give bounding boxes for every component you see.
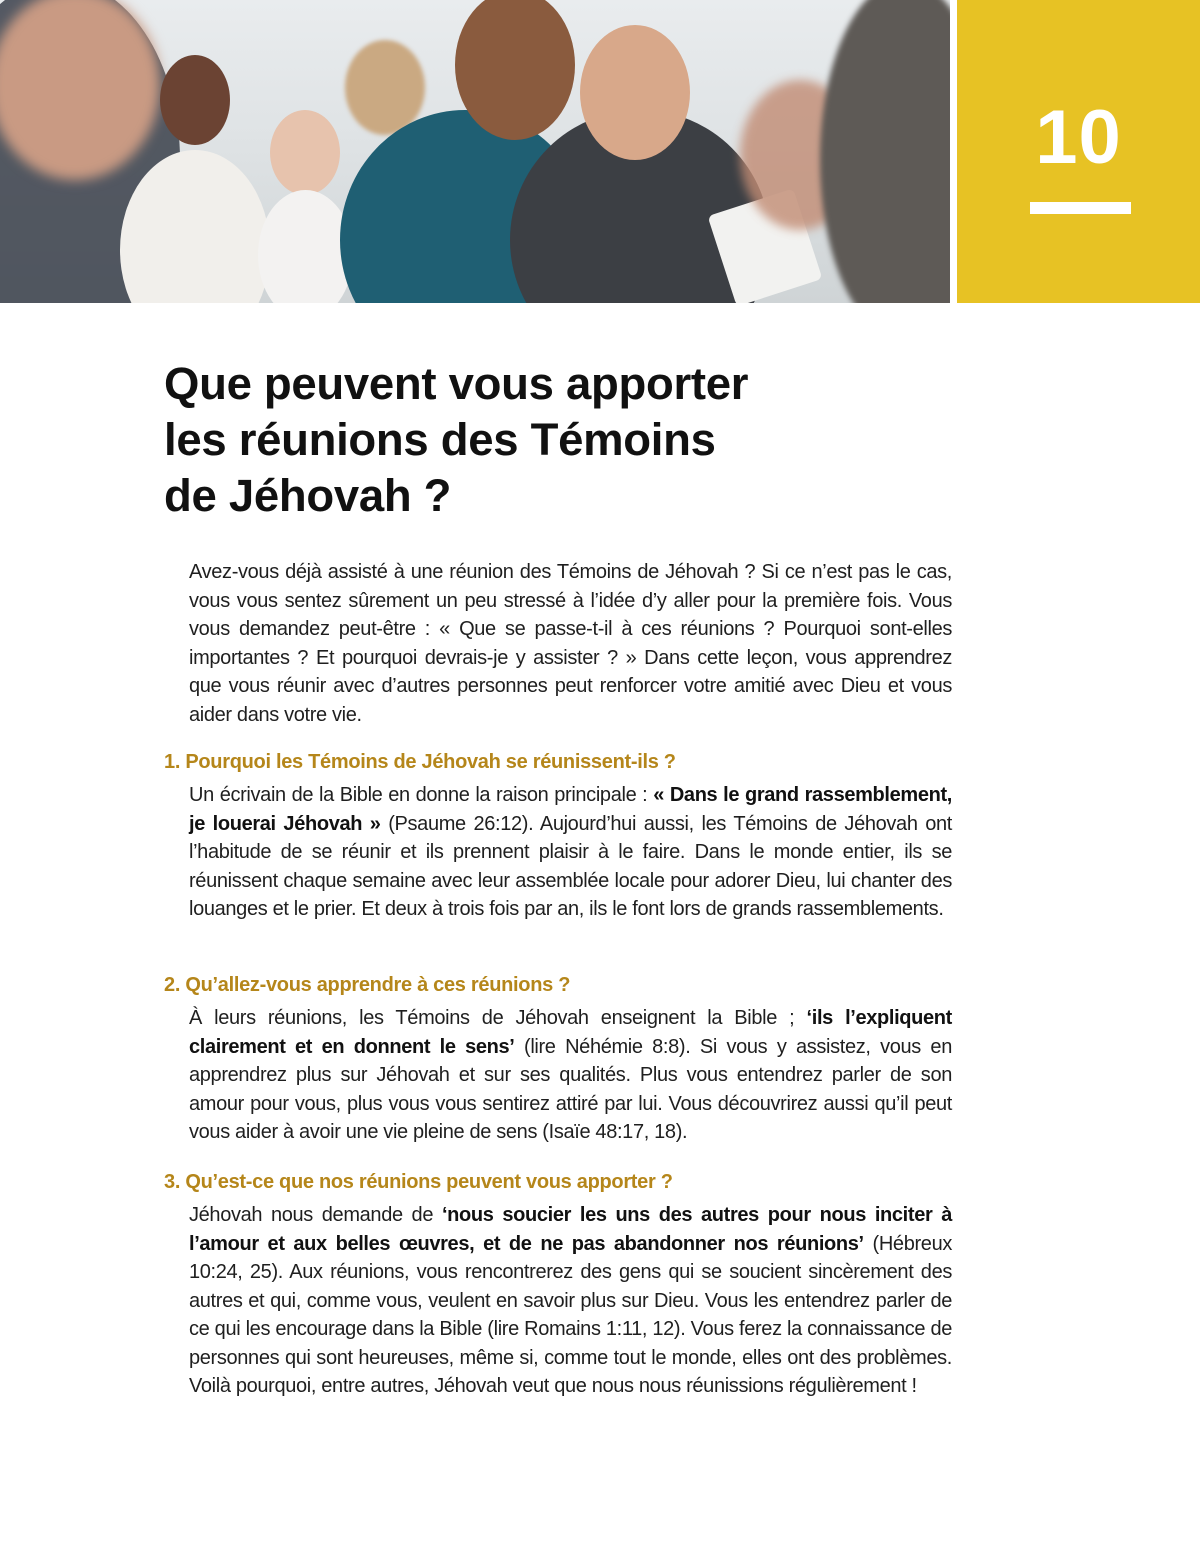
- lesson-underline: [1030, 202, 1131, 214]
- section-text: [189, 781, 952, 924]
- section-text: [189, 1201, 952, 1401]
- section-1: [164, 749, 954, 924]
- text-run: (Psaume 26:12). Aujourd’hui aussi, les Témoins de Jéhovah ont l’habitude de se réunir et ils prennent plaisir à le faire. Dans le monde entier, ils se réunissent chaque semaine avec leur assemblée locale pour adorer Dieu, lui chanter des louanges et le prier. Et deux à trois fois par an, ils le font lors de grands rassemblements.: [189, 812, 953, 920]
- lesson-number: 10: [1035, 95, 1122, 180]
- intro-paragraph: Avez-vous déjà assisté à une réunion des Témoins de Jéhovah ? Si ce n’est pas le cas, vous vous sentez sûrement un peu stressé à l’idée d’y aller pour la première fois. Vous vous demandez peut-être : « Que se passe-t-il à ces réunions ? Pourquoi sont-elles importantes ? Et pourquoi devrais-je y assister ? » Dans cette leçon, vous apprendrez que vous réunir avec d’autres personnes peut renforcer votre amitié avec Dieu et vous aider dans votre vie.: [189, 561, 952, 726]
- section-heading: 2. Qu’allez-vous apprendre à ces réunions ?: [164, 974, 571, 996]
- section-text: [189, 1004, 952, 1147]
- text-run: (lire Néhémie 8:8). Si vous y assistez, vous en apprendrez plus sur Jéhovah et sur ses qualités. Plus vous entendrez parler de son amour pour vous, plus vous vous sentirez attiré par lui. Vous découvrirez aussi qu’il peut vous aider à avoir une vie pleine de sens (Isaïe 48:17, 18).: [189, 1035, 952, 1143]
- section-heading: 3. Qu’est-ce que nos réunions peuvent vous apporter ?: [164, 1171, 673, 1193]
- text-run: À leurs réunions, les Témoins de Jéhovah enseignent la Bible ;: [189, 1007, 807, 1029]
- photo-girl: [270, 110, 340, 195]
- page-title: [164, 356, 924, 524]
- scripture-quote: « Dans le grand rassemblement, je louerai Jéhovah »: [189, 784, 952, 835]
- photo-girl-body: [258, 190, 353, 303]
- title-line: Que peuvent vous apporter: [164, 358, 749, 409]
- photo-woman-face: [160, 55, 230, 145]
- scripture-quote: ‘ils l’expliquent clairement et en donnent le sens’: [189, 1007, 952, 1058]
- photo-man-right: [820, 0, 950, 303]
- photo-man-suit-head: [580, 25, 690, 160]
- intro-paragraph-block: [189, 558, 952, 729]
- text-run: (Hébreux 10:24, 25). Aux réunions, vous rencontrerez des gens qui se soucient sincèrement des autres et qui, comme vous, veulent en savoir plus sur Dieu. Vous les entendrez parler de ce qui les encourage dans la Bible (lire Romains 1:11, 12). Vous ferez la connaissance de personnes qui sont heureuses, même si, comme tout le monde, elles ont des problèmes. Voilà pourquoi, entre autres, Jéhovah veut que nous nous réunissions régulièrement !: [189, 1232, 952, 1397]
- text-run: Jéhovah nous demande de: [189, 1204, 442, 1226]
- scripture-quote: ‘nous soucier les uns des autres pour nous inciter à l’amour et aux belles œuvres, et de ne pas abandonner nos réunions’: [189, 1204, 952, 1255]
- title-line: les réunions des Témoins: [164, 414, 716, 465]
- photo-man-teal-head: [455, 0, 575, 140]
- title-line: de Jéhovah ?: [164, 470, 452, 521]
- lesson-badge: [957, 0, 1200, 303]
- section-3: [164, 1169, 954, 1401]
- text-run: Un écrivain de la Bible en donne la raison principale :: [189, 784, 654, 806]
- header-photo: [0, 0, 950, 303]
- section-2: [164, 972, 954, 1147]
- section-heading: 1. Pourquoi les Témoins de Jéhovah se réunissent-ils ?: [164, 751, 676, 773]
